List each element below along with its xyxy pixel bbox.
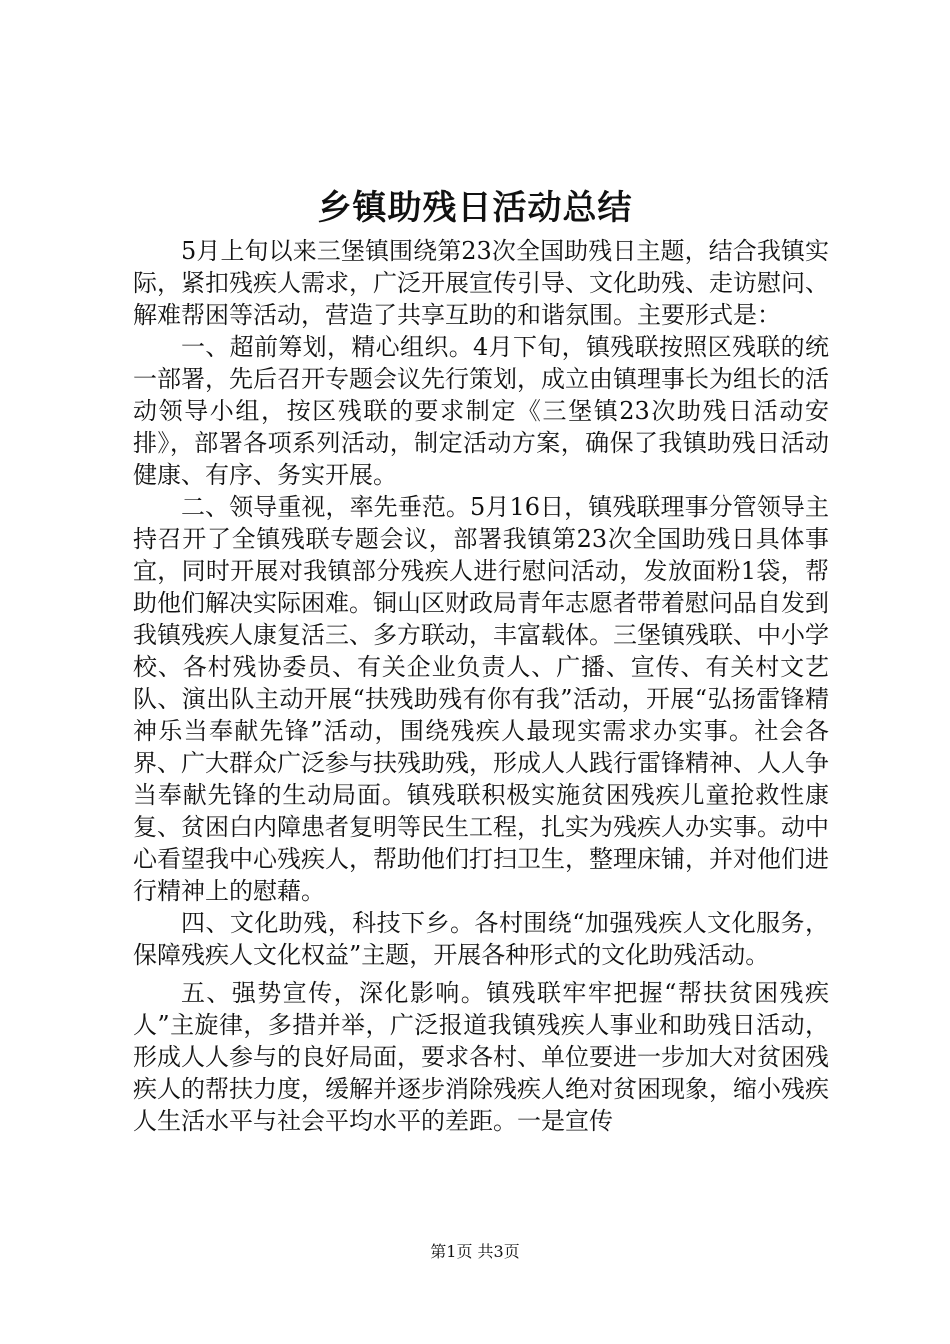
- paragraph-intro: 5月上旬以来三堡镇围绕第23次全国助残日主题，结合我镇实际，紧扣残疾人需求，广泛开展宣传引导、文化助残、走访慰问、解难帮困等活动，营造了共享互助的和谐氛围。主要形式是：: [133, 237, 829, 329]
- page-number-footer: 第1页 共3页: [430, 1242, 520, 1261]
- document-title: 乡镇助残日活动总结: [317, 188, 633, 228]
- paragraph-section-4: 四、文化助残，科技下乡。各村围绕“加强残疾人文化服务，保障残疾人文化权益”主题，开展各种形式的文化助残活动。: [133, 909, 829, 969]
- document-body: [133, 235, 829, 1137]
- paragraph-section-1: 一、超前筹划，精心组织。4月下旬，镇残联按照区残联的统一部署，先后召开专题会议先行策划，成立由镇理事长为组长的活动领导小组，按区残联的要求制定《三堡镇23次助残日活动安排》，部署各项系列活动，制定活动方案，确保了我镇助残日活动健康、有序、务实开展。: [133, 333, 829, 489]
- paragraph-section-2: 二、领导重视，率先垂范。5月16日，镇残联理事分管领导主持召开了全镇残联专题会议，部署我镇第23次全国助残日具体事宜，同时开展对我镇部分残疾人进行慰问活动，发放面粉1袋，帮助他们解决实际困难。铜山区财政局青年志愿者带着慰问品自发到我镇残疾人康复活三、多方联动，丰富载体。三堡镇残联、中小学校、各村残协委员、有关企业负责人、广播、宣传、有关村文艺队、演出队主动开展“扶残助残有你有我”活动，开展“弘扬雷锋精神乐当奉献先锋”活动，围绕残疾人最现实需求办实事。社会各界、广大群众广泛参与扶残助残，形成人人践行雷锋精神、人人争当奉献先锋的生动局面。镇残联积极实施贫困残疾儿童抢救性康复、贫困白内障患者复明等民生工程，扎实为残疾人办实事。动中心看望我中心残疾人，帮助他们打扫卫生，整理床铺，并对他们进行精神上的慰藉。: [133, 493, 829, 905]
- paragraph-section-5: 五、强势宣传，深化影响。镇残联牢牢把握“帮扶贫困残疾人”主旋律，多措并举，广泛报道我镇残疾人事业和助残日活动，形成人人参与的良好局面，要求各村、单位要进一步加大对贫困残疾人的帮扶力度，缓解并逐步消除残疾人绝对贫困现象，缩小残疾人生活水平与社会平均水平的差距。一是宣传: [133, 979, 829, 1135]
